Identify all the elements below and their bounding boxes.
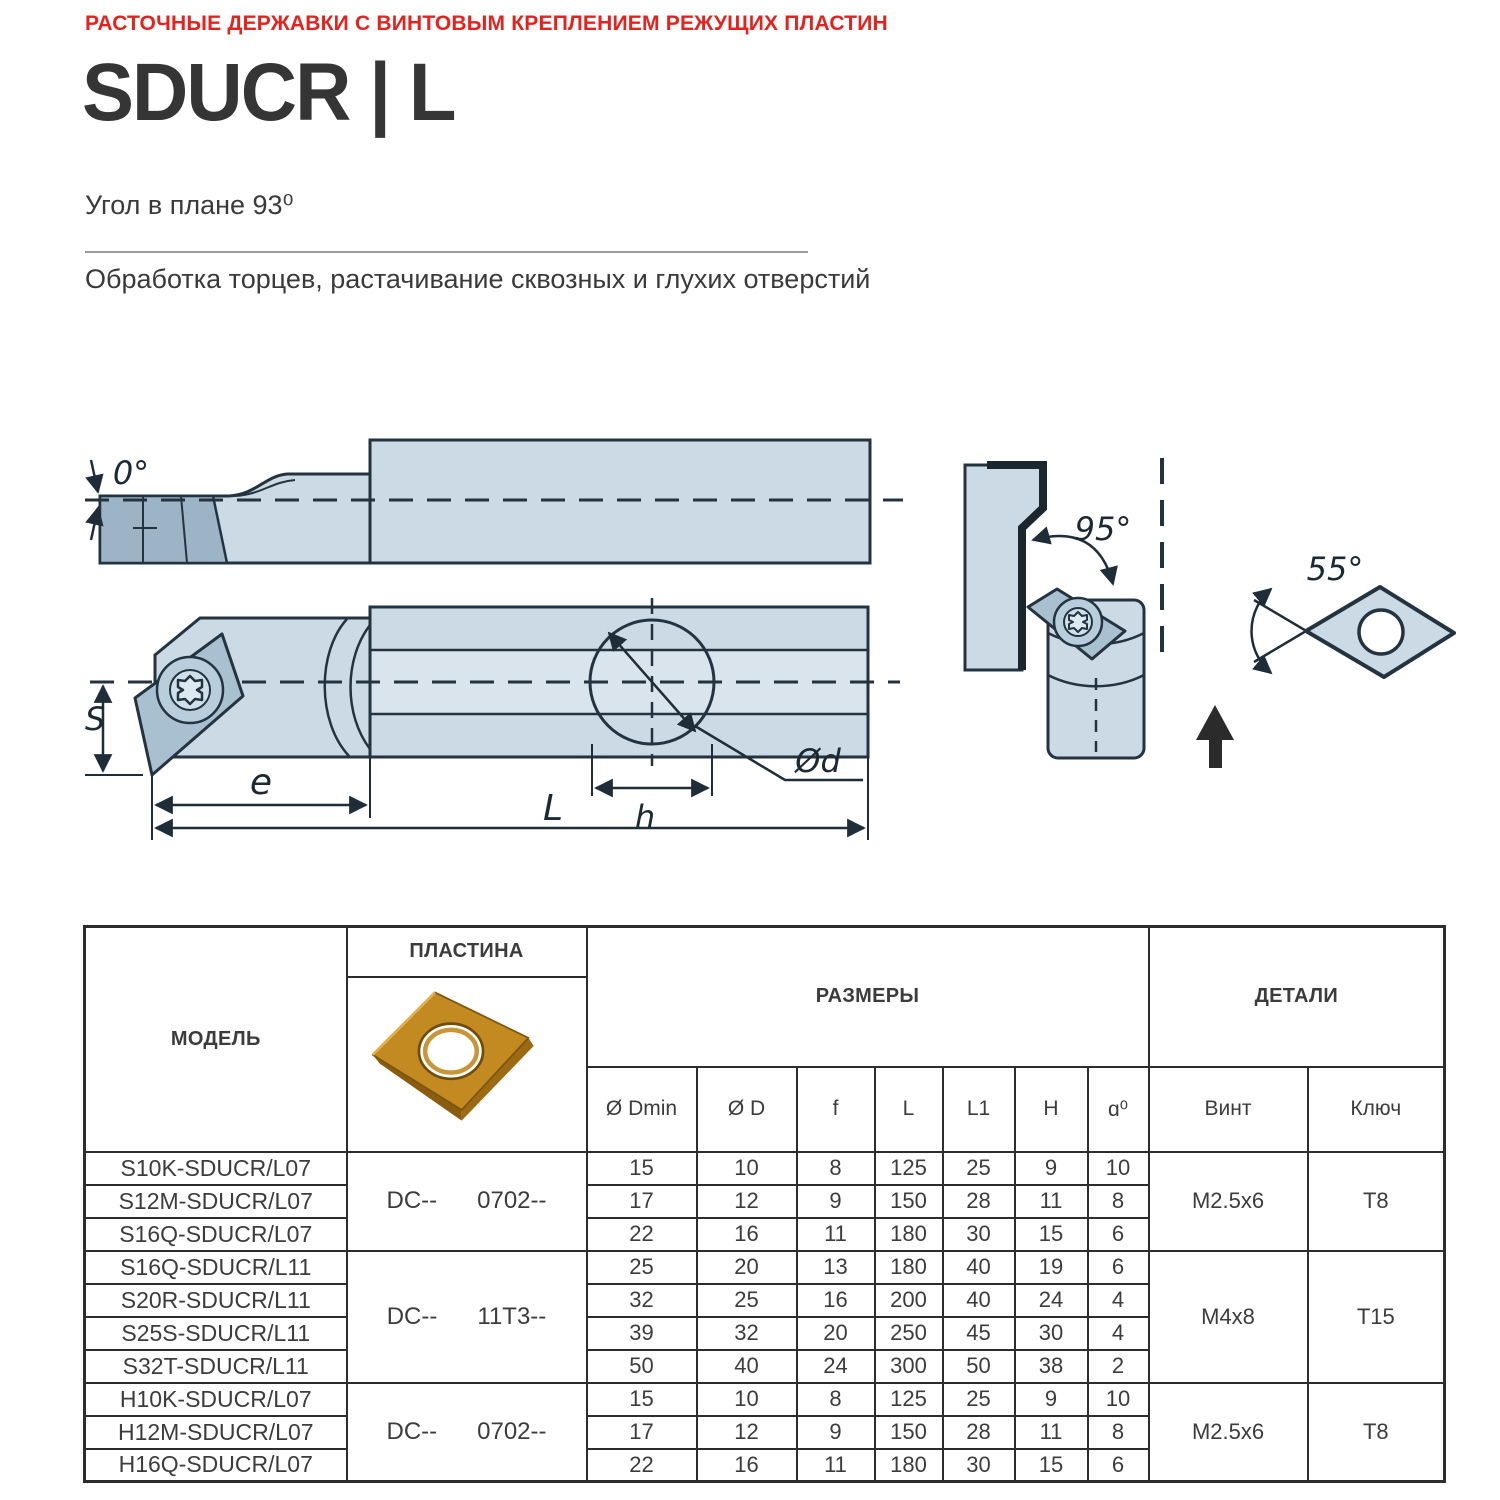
screw-cell: M2.5x6 (1149, 1152, 1308, 1251)
dim-cell: 17 (587, 1416, 697, 1449)
model-cell: H12M-SDUCR/L07 (85, 1416, 347, 1449)
dim-cell: 10 (1088, 1152, 1149, 1185)
dim-cell: 15 (587, 1383, 697, 1416)
plate-cell: DC-- 11T3-- (347, 1251, 587, 1383)
dim-cell: 20 (697, 1251, 797, 1284)
dim-cell: 40 (943, 1251, 1015, 1284)
label-e: e (249, 762, 273, 803)
page-title: SDUCR | L (82, 47, 455, 138)
model-cell: S10K-SDUCR/L07 (85, 1152, 347, 1185)
tool-top-view (85, 440, 903, 563)
tool-side-view (85, 598, 900, 840)
technical-drawing (85, 428, 1465, 858)
dim-cell: 125 (875, 1152, 943, 1185)
insert-pocket (100, 496, 227, 563)
dim-cell: 50 (943, 1350, 1015, 1383)
dim-cell: 16 (797, 1284, 875, 1317)
dim-header: f (797, 1067, 875, 1152)
dim-cell: 30 (1015, 1317, 1088, 1350)
insert-angle-view (1252, 550, 1454, 677)
dim-cell: 45 (943, 1317, 1015, 1350)
plan-angle-text: Угол в плане 93⁰ (85, 190, 294, 220)
label-od: Ød (795, 742, 841, 780)
dim-cell: 13 (797, 1251, 875, 1284)
col-header-screw: Винт (1149, 1067, 1308, 1152)
dim-cell: 15 (1015, 1218, 1088, 1251)
dim-cell: 38 (1015, 1350, 1088, 1383)
dim-cell: 2 (1088, 1350, 1149, 1383)
screw-cell: M2.5x6 (1149, 1383, 1308, 1482)
dim-cell: 11 (797, 1218, 875, 1251)
dim-cell: 50 (587, 1350, 697, 1383)
dim-cell: 11 (797, 1449, 875, 1482)
dim-cell: 16 (697, 1218, 797, 1251)
dim-cell: 39 (587, 1317, 697, 1350)
dim-cell: 25 (587, 1251, 697, 1284)
dim-cell: 180 (875, 1251, 943, 1284)
dim-header: L (875, 1067, 943, 1152)
dim-cell: 180 (875, 1218, 943, 1251)
col-header-key: Ключ (1308, 1067, 1445, 1152)
label-0deg: 0° (112, 454, 150, 492)
dim-cell: 11 (1015, 1185, 1088, 1218)
dim-cell: 16 (697, 1449, 797, 1482)
dim-header: L1 (943, 1067, 1015, 1152)
dim-cell: 28 (943, 1416, 1015, 1449)
feed-arrow-icon (1196, 705, 1234, 768)
dim-cell: 25 (697, 1284, 797, 1317)
dim-cell: 150 (875, 1185, 943, 1218)
model-cell: S16Q-SDUCR/L11 (85, 1251, 347, 1284)
page-description: Обработка торцев, растачивание сквозных и глухих отверстий (85, 264, 871, 294)
dim-cell: 28 (943, 1185, 1015, 1218)
dim-cell: 6 (1088, 1449, 1149, 1482)
dim-cell: 30 (943, 1449, 1015, 1482)
dim-cell: 32 (587, 1284, 697, 1317)
dim-cell: 32 (697, 1317, 797, 1350)
model-cell: H16Q-SDUCR/L07 (85, 1449, 347, 1482)
key-cell: T8 (1308, 1383, 1445, 1482)
dim-cell: 17 (587, 1185, 697, 1218)
torx-screw-icon (178, 676, 202, 704)
dim-cell: 19 (1015, 1251, 1088, 1284)
col-header-sizes: РАЗМЕРЫ (587, 927, 1149, 1067)
workpiece (965, 465, 1043, 670)
insert-photo-cell (347, 977, 587, 1152)
divider-line (85, 251, 808, 253)
dim-cell: 180 (875, 1449, 943, 1482)
label-L: L (542, 788, 564, 829)
dim-header: H (1015, 1067, 1088, 1152)
dim-cell: 8 (797, 1383, 875, 1416)
dim-cell: 10 (1088, 1383, 1149, 1416)
key-cell: T15 (1308, 1251, 1445, 1383)
dim-cell: 15 (1015, 1449, 1088, 1482)
dim-header: Ø Dmin (587, 1067, 697, 1152)
dim-cell: 40 (697, 1350, 797, 1383)
dim-cell: 30 (943, 1218, 1015, 1251)
dim-cell: 11 (1015, 1416, 1088, 1449)
dim-cell: 8 (797, 1152, 875, 1185)
dim-cell: 6 (1088, 1218, 1149, 1251)
dim-cell: 22 (587, 1449, 697, 1482)
label-55deg: 55° (1306, 550, 1364, 588)
dim-header: ɑ⁰ (1088, 1067, 1149, 1152)
dim-cell: 150 (875, 1416, 943, 1449)
dim-cell: 12 (697, 1185, 797, 1218)
label-h: h (634, 798, 656, 836)
dim-header: Ø D (697, 1067, 797, 1152)
dim-cell: 24 (1015, 1284, 1088, 1317)
dim-cell: 9 (797, 1185, 875, 1218)
label-95deg: 95° (1074, 510, 1132, 548)
dim-cell: 6 (1088, 1251, 1149, 1284)
dim-cell: 250 (875, 1317, 943, 1350)
dim-cell: 125 (875, 1383, 943, 1416)
insert-photo (362, 981, 572, 1141)
application-view (965, 458, 1234, 768)
dim-cell: 25 (943, 1152, 1015, 1185)
dim-cell: 10 (697, 1383, 797, 1416)
torx-screw-icon (1069, 612, 1087, 632)
screw-cell: M4x8 (1149, 1251, 1308, 1383)
dim-cell: 15 (587, 1152, 697, 1185)
dim-cell: 4 (1088, 1317, 1149, 1350)
dim-cell: 22 (587, 1218, 697, 1251)
dim-cell: 9 (1015, 1383, 1088, 1416)
dim-cell: 10 (697, 1152, 797, 1185)
plate-cell: DC-- 0702-- (347, 1152, 587, 1251)
col-header-model: МОДЕЛЬ (85, 927, 347, 1152)
dim-cell: 40 (943, 1284, 1015, 1317)
dim-cell: 4 (1088, 1284, 1149, 1317)
model-cell: S20R-SDUCR/L11 (85, 1284, 347, 1317)
model-cell: S16Q-SDUCR/L07 (85, 1218, 347, 1251)
col-header-details: ДЕТАЛИ (1149, 927, 1445, 1067)
model-cell: S12M-SDUCR/L07 (85, 1185, 347, 1218)
dim-cell: 9 (797, 1416, 875, 1449)
dim-cell: 20 (797, 1317, 875, 1350)
dim-cell: 8 (1088, 1416, 1149, 1449)
spec-table (83, 925, 1446, 1483)
plate-cell: DC-- 0702-- (347, 1383, 587, 1482)
model-cell: S25S-SDUCR/L11 (85, 1317, 347, 1350)
key-cell: T8 (1308, 1152, 1445, 1251)
col-header-plate: ПЛАСТИНА (347, 927, 587, 977)
dim-cell: 25 (943, 1383, 1015, 1416)
dim-cell: 8 (1088, 1185, 1149, 1218)
model-cell: H10K-SDUCR/L07 (85, 1383, 347, 1416)
model-cell: S32T-SDUCR/L11 (85, 1350, 347, 1383)
dim-cell: 9 (1015, 1152, 1088, 1185)
dim-cell: 300 (875, 1350, 943, 1383)
dim-cell: 12 (697, 1416, 797, 1449)
page-eyebrow: РАСТОЧНЫЕ ДЕРЖАВКИ С ВИНТОВЫМ КРЕПЛЕНИЕМ РЕЖУЩИХ ПЛАСТИН (85, 12, 888, 35)
dim-cell: 24 (797, 1350, 875, 1383)
dim-cell: 200 (875, 1284, 943, 1317)
label-S: S (85, 700, 106, 738)
